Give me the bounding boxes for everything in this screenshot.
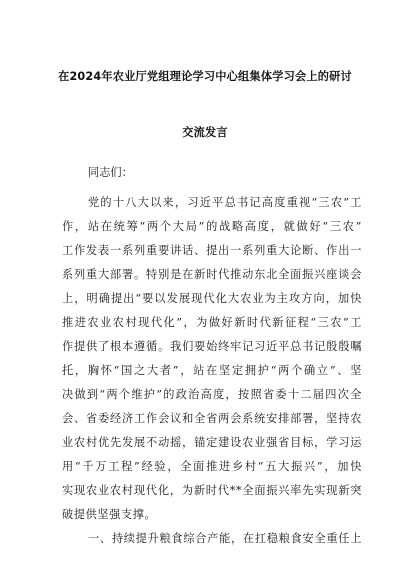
body-line: 党的十八大以来，习近平总书记高度重视“三农”工	[88, 196, 362, 209]
document-title-line-1: 在2024年农业厅党组理论学习中心组集体学习会上的研讨	[58, 70, 352, 83]
document-title-line-2: 交流发言	[182, 126, 228, 139]
salutation: 同志们：	[88, 166, 133, 179]
body-line: 用“千万工程”经验，全面推进乡村“五大振兴”，加快	[62, 460, 362, 473]
body-line: 实现农业农村现代化，为新时代**全面振兴率先实现新突	[62, 484, 362, 497]
body-line: 工作发表一系列重要讲话、提出一系列重大论断、作出一	[62, 244, 362, 257]
section-heading-line: 一、持续提升粮食综合产能，在扛稳粮食安全重任上	[88, 532, 362, 545]
body-line: 上，明确提出“要以发展现代化大农业为主攻方向，加快	[62, 292, 362, 305]
body-line: 会、省委经济工作会议和全省两会系统安排部署，坚持农	[62, 412, 362, 425]
body-line: 破提供坚强支撑。	[62, 508, 157, 521]
body-line: 业农村优先发展不动摇，锚定建设农业强省目标，学习运	[62, 436, 362, 449]
body-line: 系列重大部署。特别是在新时代推动东北全面振兴座谈会	[62, 268, 362, 281]
body-line: 决做到“两个维护”的政治高度，按照省委十二届四次全	[62, 388, 362, 401]
body-line: 托，胸怀“国之大者”，站在坚定拥护“两个确立”、坚	[62, 364, 362, 377]
body-line: 推进农业农村现代化”，为做好新时代新征程“三农”工	[62, 316, 362, 329]
body-line: 作，站在统筹“两个大局”的战略高度，就做好“三农”	[62, 220, 362, 233]
body-line: 作提供了根本遵循。我们要始终牢记习近平总书记殷殷嘱	[62, 340, 362, 353]
